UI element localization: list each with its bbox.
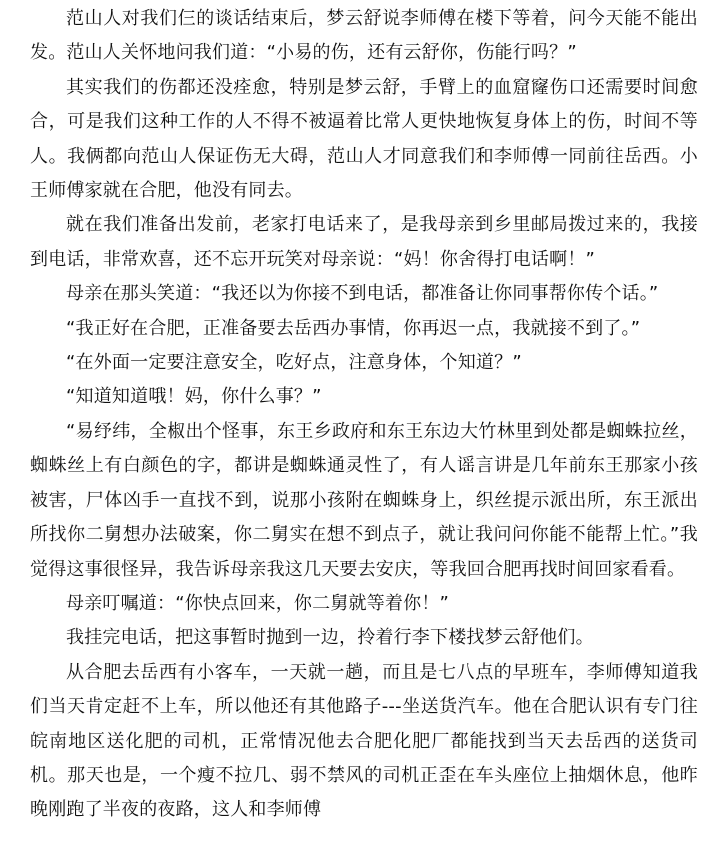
paragraph: 其实我们的伤都还没痊愈，特别是梦云舒，手臂上的血窟窿伤口还需要时间愈合，可是我们这种工作的人不得不被逼着比常人更快地恢复身体上的伤，时间不等人。我俩都向范山人保证伤无大碍，范山人才同意我们和李师傅一同前往岳西。小王师傅家就在合肥，他没有同去。 bbox=[30, 76, 698, 202]
document-page bbox=[30, 0, 698, 828]
paragraph: “在外面一定要注意安全，吃好点，注意身体，个知道？” bbox=[66, 352, 522, 374]
paragraph: “我正好在合肥，正准备要去岳西办事情，你再迟一点，我就接不到了。” bbox=[66, 317, 641, 339]
paragraph: 母亲叮嘱道：“你快点回来，你二舅就等着你！” bbox=[66, 592, 450, 614]
paragraph: 从合肥去岳西有小客车，一天就一趟，而且是七八点的早班车，李师傅知道我们当天肯定赶不上车，所以他还有其他路子---坐送货汽车。他在合肥认识有专门往皖南地区送化肥的司机，正常情况他去合肥化肥厂都能找到当天去岳西的送货司机。那天也是，一个瘦不拉几、弱不禁风的司机正歪在车头座位上抽烟休息，他昨晚刚跑了半夜的夜路，这人和李师傅 bbox=[30, 661, 698, 821]
paragraph: “易纾纬，全椒出个怪事，东王乡政府和东王东边大竹林里到处都是蜘蛛拉丝，蜘蛛丝上有白颜色的字，都讲是蜘蛛通灵性了，有人谣言讲是几年前东王那家小孩被害，尸体凶手一直找不到，说那小孩附在蜘蛛身上，织丝提示派出所，东王派出所找你二舅想办法破案，你二舅实在想不到点子，就让我问问你能不能帮上忙。”我觉得这事很怪异，我告诉母亲我这几天要去安庆，等我回合肥再找时间回家看看。 bbox=[30, 420, 698, 580]
paragraph: 就在我们准备出发前，老家打电话来了，是我母亲到乡里邮局拨过来的，我接到电话，非常欢喜，还不忘开玩笑对母亲说：“妈！你舍得打电话啊！” bbox=[30, 214, 698, 270]
paragraph: 我挂完电话，把这事暂时抛到一边，拎着行李下楼找梦云舒他们。 bbox=[66, 627, 594, 649]
paragraph: 范山人对我们仨的谈话结束后，梦云舒说李师傅在楼下等着，问今天能不能出发。范山人关怀地问我们道：“小易的伤，还有云舒你，伤能行吗？” bbox=[30, 8, 698, 64]
paragraph: “知道知道哦！妈，你什么事？” bbox=[66, 386, 322, 408]
paragraph: 母亲在那头笑道：“我还以为你接不到电话，都准备让你同事帮你传个话。” bbox=[66, 283, 659, 305]
